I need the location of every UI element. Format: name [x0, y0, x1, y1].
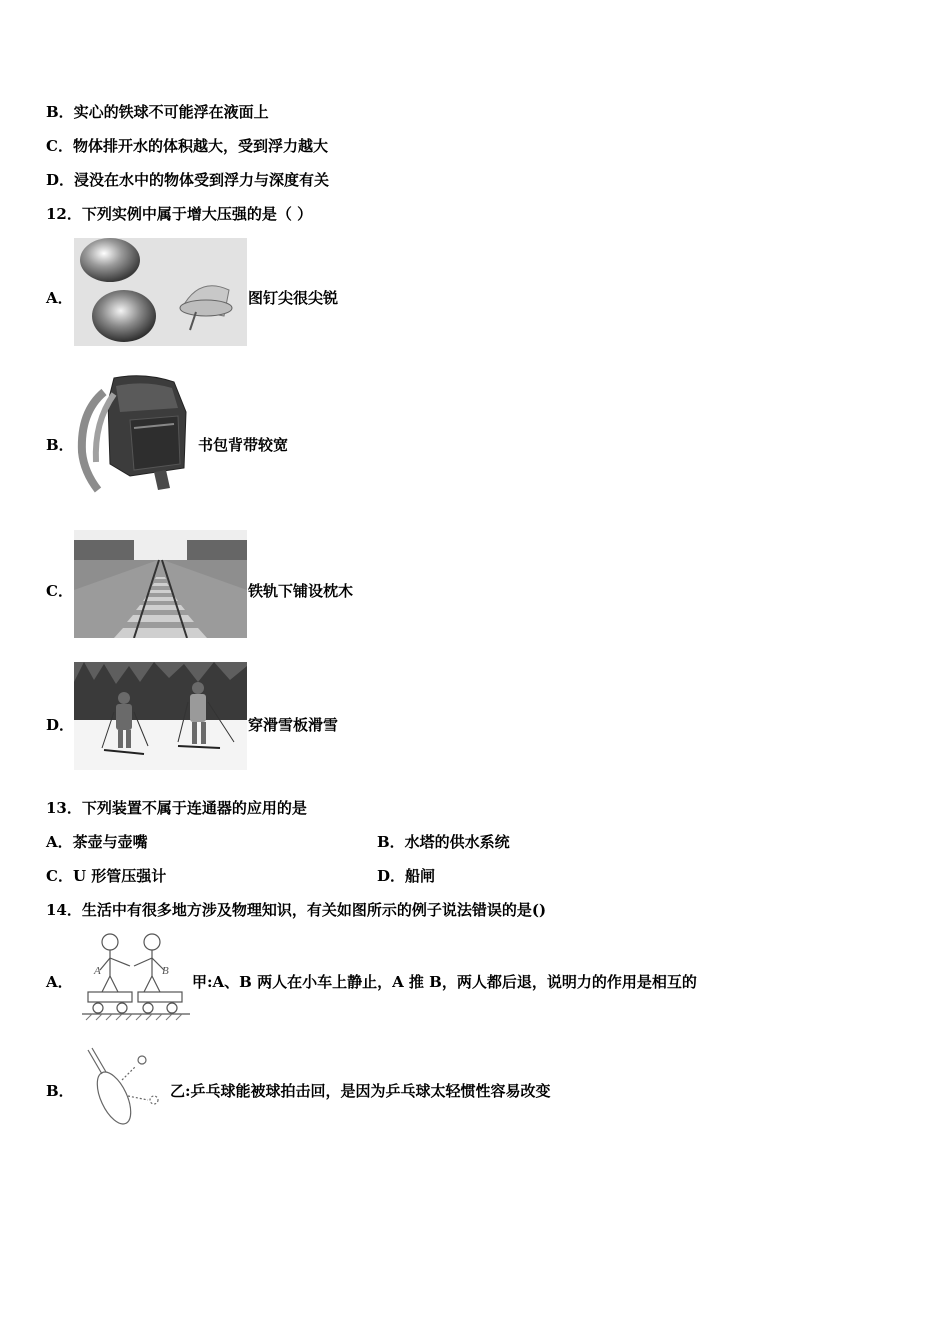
backpack-image: [74, 372, 190, 494]
skiing-image: [74, 662, 247, 770]
q11-option-d: D．浸没在水中的物体受到浮力与深度有关: [46, 171, 330, 189]
q14-option-b-text: 乙:乒乓球能被球拍击回，是因为乒乓球太轻惯性容易改变: [170, 1082, 551, 1100]
q13-option-d: D．船闸: [377, 867, 436, 885]
q14-option-a-text: 甲:A、B 两人在小车上静止，A 推 B，两人都后退，说明力的作用是相互的: [192, 973, 697, 991]
q13-option-a: A．茶壶与壶嘴: [46, 833, 148, 851]
q13-stem: 13．下列装置不属于连通器的应用的是: [46, 799, 307, 817]
q12-stem: 12．下列实例中属于增大压强的是（ ）: [46, 205, 313, 223]
q14-stem: 14．生活中有很多地方涉及物理知识，有关如图所示的例子说法错误的是(): [46, 901, 547, 919]
thumbtack-image: [74, 238, 247, 346]
q11-option-c: C．物体排开水的体积越大，受到浮力越大: [46, 137, 328, 155]
railway-image: [74, 530, 247, 638]
label-b: B: [162, 965, 169, 977]
q14-option-a-letter: A．: [46, 973, 73, 991]
label-a: A: [94, 965, 101, 977]
paddle-figure: [84, 1046, 164, 1130]
q12-option-c-letter: C．: [46, 582, 73, 600]
q14-option-b-letter: B．: [46, 1082, 74, 1100]
q13-option-c: C．U 形管压强计: [46, 867, 167, 885]
q12-option-a-text: 图钉尖很尖锐: [248, 289, 339, 307]
q12-option-b-letter: B．: [46, 436, 74, 454]
q12-option-d-letter: D．: [46, 716, 75, 734]
q12-option-d-text: 穿滑雪板滑雪: [248, 716, 339, 734]
q13-option-b: B．水塔的供水系统: [377, 833, 510, 851]
q12-option-a-letter: A．: [46, 289, 73, 307]
q12-option-b-text: 书包背带较宽: [198, 436, 289, 454]
q12-option-c-text: 铁轨下铺设枕木: [248, 582, 354, 600]
q11-option-b: B．实心的铁球不可能浮在液面上: [46, 103, 269, 121]
carts-figure: [82, 930, 190, 1024]
